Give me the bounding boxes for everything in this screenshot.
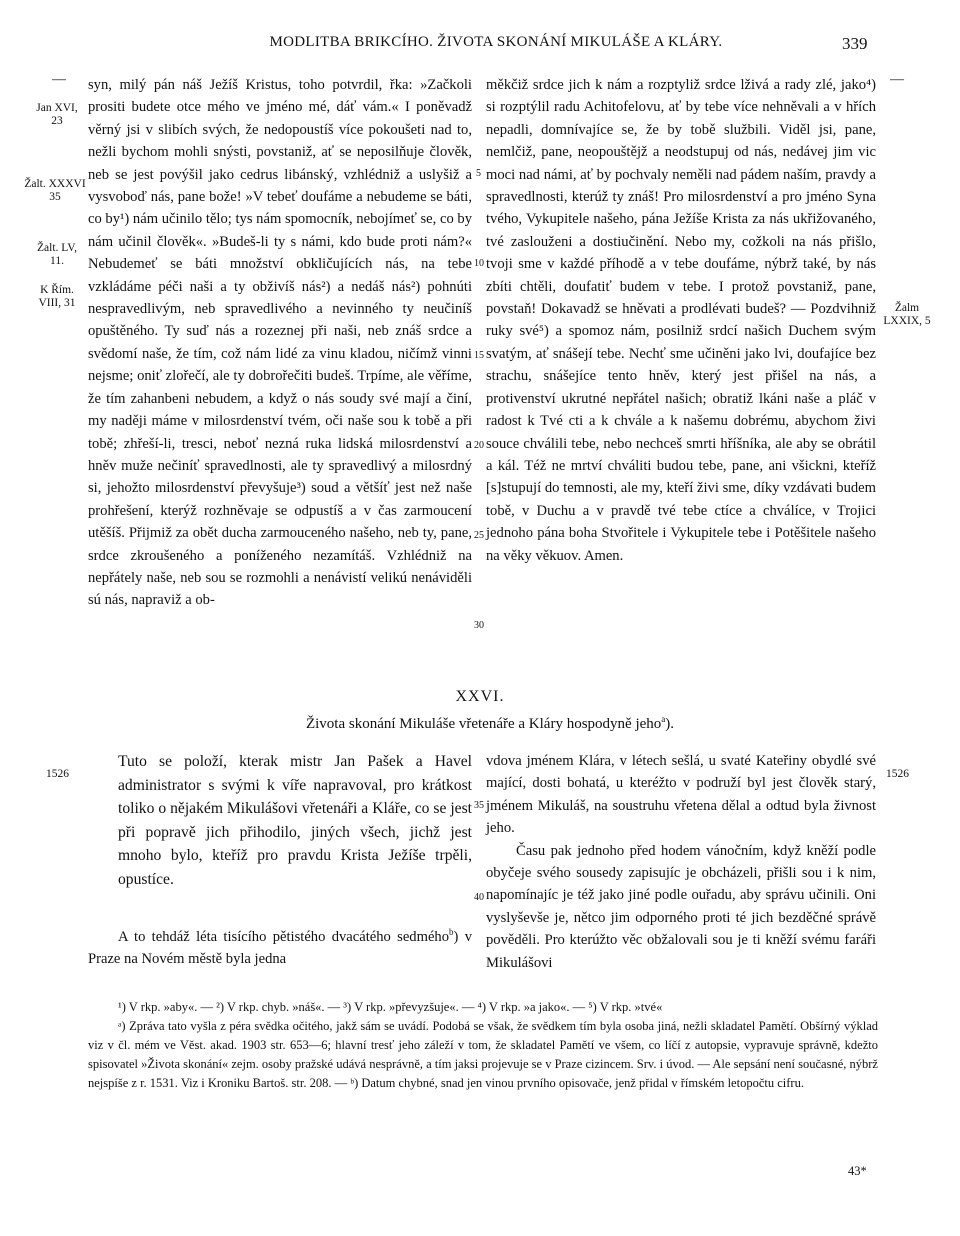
line-number: 35 <box>474 800 484 811</box>
chapter-number: XXVI. <box>455 688 505 705</box>
line-number: 10 <box>474 258 484 269</box>
printer-signature: 43* <box>848 1164 867 1178</box>
margin-note-rim: K Řím. VIII, 31 <box>38 284 76 309</box>
line-number: 30 <box>474 620 484 631</box>
line-number: 5 <box>476 168 481 179</box>
chapter-title-text: Života skonání Mikuláše vřetenáře a Kláry hospodyně jeho <box>305 716 662 732</box>
margin-note-jan: Jan XVI, 23 <box>36 102 78 127</box>
margin-note-zalt-36: Žalt. XXXVI 35 <box>24 178 86 203</box>
footnote-lettered: ᵃ) Zpráva tato vyšla z péra svědka očitého, jakž sám se uvádí. Podobá se však, že svědkem tím byla osoba jiná, nežli skladatel Pamětí. Obšírný výklad viz v čl. mém ve Věst. akad. 1903 str. 653—6; hlavní tresť jeho záleží v tom, že skladatel Pamětí ve všem, co líčí z autopsie, vypravuje správně, kdežto spisovatel »Života skonání« zejm. osoby pražské udává nesprávně, a tím jaksi projevuje se v Praze cizincem. Srv. i úvod. — Ale sepsání není současné, nýbrž nejspíše z r. 1531. Viz i Kroniku Bartoš. str. 208. — ᵇ) Datum chybné, snad jen vinou prvního opisovače, jenž přidal v římském letopočtu cifru. <box>88 1019 878 1090</box>
chapter-left-text-end: ) v Praze na Novém městě byla jedna <box>88 929 472 968</box>
margin-note-zalt-55: Žalt. LV, 11. <box>37 242 77 267</box>
running-head: MODLITBA BRIKCÍHO. ŽIVOTA SKONÁNÍ MIKULÁŠE A KLÁRY. <box>269 34 723 50</box>
chapter-title <box>200 716 780 733</box>
footnotes <box>88 998 878 1093</box>
chapter-right-text-2: Času pak jednoho před hodem vánočním, když kněží podle obyčeje svého sousedy zapisujíc je obcházeli, přišli sou i k nim, napomínajíc je též jako jiné podle ouřadu, aby správu učinili. Oni vyslyševše je, nětco jim odporného proti té jich bezděčné správě pověděli. Pro kterúžto věc obžalovali sou je ti kněží svému faráři Mikulášovi <box>486 842 876 971</box>
margin-dash-left: — <box>52 72 66 87</box>
chapter-left-note: b <box>449 927 454 938</box>
footnote-numbered: ¹) V rkp. »aby«. — ²) V rkp. chyb. »náš«. — ³) V rkp. »převyzšuje«. — ⁴) V rkp. »a jako«. — ⁵) V rkp. »tvé« <box>118 1000 663 1014</box>
chapter-title-end: ). <box>665 716 675 732</box>
left-column-text: syn, milý pán náš Ježíš Kristus, toho potvrdil, řka: »Začkoli prositi budete otce mého ve jméno mé, dáť vám.« I poněvadž věrný jsi v slibích svých, že nedopoustíš více pokoušeti nad to, nežli bychom mohli snýsti, povstaniž, ať se neposilňuje člověk, neb se jest povýšil jako cedrus libánský, vzhlédniž a uslyšiž a vysvoboď nás, pane bože! »V tebeť doufáme a nebudeme se báti, co by¹) nám učinilo tělo; tys nám spomocník, nebojímeť se, co by nám učinil člověk«. »Budeš-li ty s námi, kdo bude proti nám?« Nebudemeť se báti množství obkličujících nás, na tebe vzkládáme péči naši a ty obživíš nás²) a nedáš nás²) pohnúti nespravedlivým, neb spravedlivého a nevinného ty neučiníš opuštěného. Ty suď nás a rozeznej při naši, neb znáš srdce a svědomí naše, že tím, což nám lidé za vinu kladou, ničímž vinni nejsme; oniť zlořečí, ale ty dobrořečiti budeš. Trpíme, ale věříme, že tím zahanbeni nebudem, a když o nás soudy své mají a činí, my naději máme v milosrdenství tvém, oči naše sou k tobě a při tobě; zhřeší-li, tresci, neboť nezná ruka lidská milosrdenství a hněv muže nečiníť spravedlnosti, ale ty spravedlivý a milosrdný si, jehožto milosrdenství převyšuje³) soud a většíť jest než naše prohřešení, kterýž rozhněvaje se odpustíš a v čas zarmoucení utěšíš. Přijmiž za obět ducha zarmouceného našeho, neb ty, pane, srdce zkroušeného a poníženého nezamítáš. Vzhlédniž na nepřátely naše, neb sou se rozmohli a nenávistí velikú nenáviděli sú nás, napraviž a ob- <box>88 77 472 609</box>
line-number: 25 <box>474 530 484 541</box>
right-column-text: měkčiž srdce jich k nám a rozptyliž srdce lživá a rady zlé, jako⁴) si rozptýlil radu Achitofelovu, ať by tebe více nehněvali a v hřích nepadli, domnívajíce se, že by tobě službili. Viděl jsi, pane, nemlčiž, pane, neopouštějž a neodstupuj od nás, nedávej jim vic moci nad námi, ať by pochvaly neměli nad pádem naším, pravdy a spravedlnosti, kterúž ty znáš! Pro milosrdenství a pro jméno Syna tvého, Vykupitele našeho, pána Ježíše Krista za nás ukřižovaného, tvé zaslouženi a dostiučinění. Nebo my, cožkoli na nás přišlo, tvoji sme v každé příhodě a v tebe doufáme, nýbrž také, by nás zbíti chtěli, doufatiť budem v tebe. I protož povstaniž, pane, povstaň! Dokavadž se hněvati a prodlévati budeš? — Pozdvihniž ruky své⁵) a spomoz nám, posilniž srdcí našich Duchem svým svatým, ať snášejí tebe. Nechť sme učiněni jako lvi, doufajíce bez strachu, snášejíce tento hněv, který jest přišel na nás, a protivenství ukrutné nepřátel našich; obratiž lkáni naše a pláč v radost k Tvé cti a k chvále a k našemu dobrému, abychom živi souce chválili tebe, nebo nechceš smrti hříšníka, ale aby se obrátil a kál. Též ne mrtví chváliti budou tebe, pane, ani všickni, kteříž [s]stupují do temnosti, ale my, kteří živi sme, díky vzdávati budem tobě, v Duchu a v pravdě tvé tebe ctíce a chválíce, v Trojici jednoho pána boha Stvořitele i Vykupitele tebe i Potěšitele našeho na věky věkuov. Amen. <box>486 77 876 564</box>
right-column <box>486 74 876 567</box>
margin-year-right: 1526 <box>886 768 909 780</box>
page-number: 339 <box>842 34 868 53</box>
margin-note-zalm-79: Žalm LXXIX, 5 <box>883 302 931 327</box>
line-number: 40 <box>474 892 484 903</box>
chapter-left-body <box>88 926 472 971</box>
line-number: 15 <box>474 350 484 361</box>
chapter-right-text: vdova jménem Klára, v létech sešlá, u svaté Kateřiny obydlé své mající, dosti bohatá, u kteréžto v podruží byl jest člověk starý, jménem Mikuláš, na soustruhu vřetena dělal a odtud byla živnost jeho. <box>486 753 876 837</box>
line-number: 20 <box>474 440 484 451</box>
margin-year-left: 1526 <box>46 768 69 780</box>
margin-dash-right: — <box>890 72 904 87</box>
chapter-intro-text: Tuto se položí, kterak mistr Jan Pašek a Havel administrator s svými k víře napravoval, pro krátkost toliko o nějakém Mikulášovi vřetenáři a Kláře, co se jest při popravě jich přihodilo, jiných všech, jichž jest mnoho bylo, kteříž pro pravdu Krista Ježíše trpěli, opustíce. <box>118 753 472 888</box>
chapter-intro <box>118 750 472 892</box>
chapter-right-body <box>486 750 876 974</box>
chapter-left-paragraph <box>88 926 472 971</box>
chapter-left-text: A to tehdáž léta tisícího pětistého dvacátého sedmého <box>118 929 450 945</box>
chapter-title-note: a <box>661 714 666 724</box>
left-column <box>88 74 472 612</box>
